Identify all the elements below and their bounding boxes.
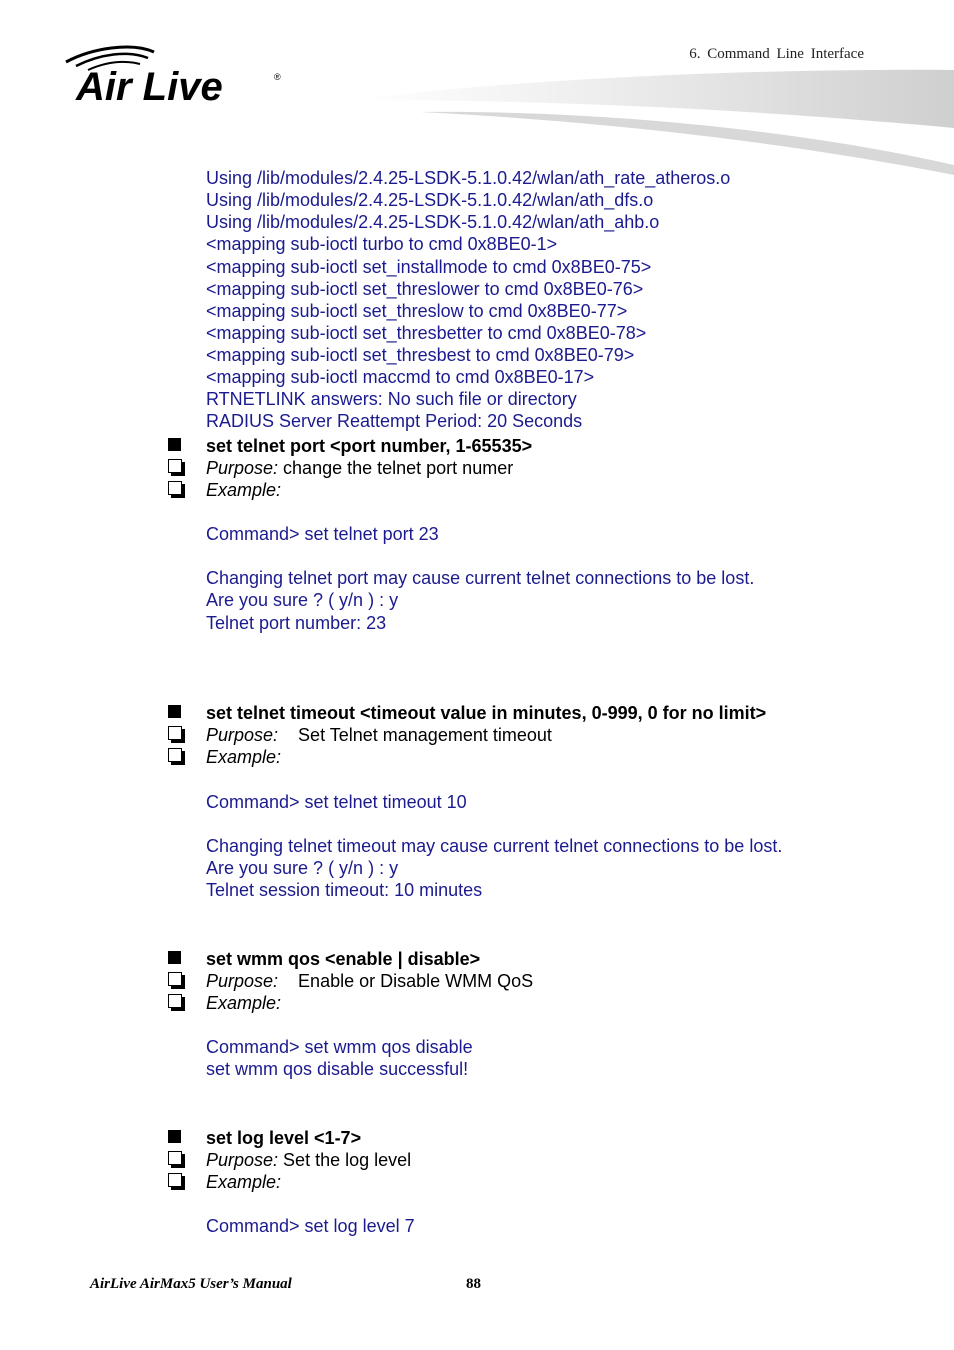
output-line: Using /lib/modules/2.4.25-LSDK-5.1.0.42/wlan/ath_ahb.o (206, 212, 660, 232)
output-line: <mapping sub-ioctl set_thresbetter to cmd 0x8BE0-78> (206, 323, 647, 343)
airlive-logo (62, 40, 292, 110)
purpose-label: Purpose: (206, 971, 279, 991)
purpose-text: Set Telnet management timeout (278, 725, 552, 745)
command-line: Command> set telnet timeout 10 (206, 792, 467, 812)
example-label: Example: (206, 1172, 282, 1192)
checkbox-bullet-icon (168, 748, 182, 762)
output-line: <mapping sub-ioctl set_thresbest to cmd 0x8BE0-79> (206, 345, 635, 365)
command-line: Command> set telnet port 23 (206, 524, 439, 544)
bullet-square-icon (168, 438, 181, 451)
example-label: Example: (206, 747, 282, 767)
purpose-text: Enable or Disable WMM QoS (278, 971, 534, 991)
purpose-line (206, 1149, 411, 1171)
output-line: Using /lib/modules/2.4.25-LSDK-5.1.0.42/wlan/ath_rate_atheros.o (206, 168, 731, 188)
purpose-text: Set the log level (278, 1150, 412, 1170)
checkbox-bullet-icon (168, 972, 182, 986)
section-title: set telnet timeout <timeout value in minutes, 0-999, 0 for no limit> (206, 703, 767, 723)
page-number: 88 (466, 1276, 481, 1292)
output-line: Telnet session timeout: 10 minutes (206, 880, 483, 900)
output-line: <mapping sub-ioctl maccmd to cmd 0x8BE0-17> (206, 367, 595, 387)
output-line: Are you sure ? ( y/n ) : y (206, 590, 399, 610)
chapter-title: 6. Command Line Interface (689, 46, 864, 62)
output-line: set wmm qos disable successful! (206, 1059, 469, 1079)
output-line: Changing telnet port may cause current telnet connections to be lost. (206, 568, 755, 588)
purpose-line (206, 724, 552, 746)
checkbox-bullet-icon (168, 481, 182, 495)
output-line: RTNETLINK answers: No such file or directory (206, 389, 577, 409)
command-line: Command> set log level 7 (206, 1216, 415, 1236)
example-label: Example: (206, 993, 282, 1013)
logo-text: Air Live (76, 65, 223, 109)
output-line: <mapping sub-ioctl set_installmode to cmd 0x8BE0-75> (206, 257, 652, 277)
purpose-label: Purpose: (206, 1150, 279, 1170)
purpose-line (206, 457, 513, 479)
output-line: Using /lib/modules/2.4.25-LSDK-5.1.0.42/wlan/ath_dfs.o (206, 190, 654, 210)
checkbox-bullet-icon (168, 459, 182, 473)
command-line: Command> set wmm qos disable (206, 1037, 473, 1057)
purpose-label: Purpose: (206, 458, 279, 478)
bullet-square-icon (168, 951, 181, 964)
svg-text:®: ® (274, 72, 281, 82)
output-line: Telnet port number: 23 (206, 613, 387, 633)
output-line: Are you sure ? ( y/n ) : y (206, 858, 399, 878)
output-line: <mapping sub-ioctl set_threslower to cmd 0x8BE0-76> (206, 279, 644, 299)
purpose-text: change the telnet port numer (278, 458, 514, 478)
section-title: set telnet port <port number, 1-65535> (206, 436, 533, 456)
section-title: set wmm qos <enable | disable> (206, 949, 481, 969)
example-label: Example: (206, 480, 282, 500)
output-line: <mapping sub-ioctl turbo to cmd 0x8BE0-1> (206, 234, 558, 254)
section-title: set log level <1-7> (206, 1128, 362, 1148)
checkbox-bullet-icon (168, 1173, 182, 1187)
purpose-line (206, 970, 533, 992)
checkbox-bullet-icon (168, 1151, 182, 1165)
bullet-square-icon (168, 705, 181, 718)
checkbox-bullet-icon (168, 726, 182, 740)
output-line: Changing telnet timeout may cause current telnet connections to be lost. (206, 836, 783, 856)
bullet-square-icon (168, 1130, 181, 1143)
checkbox-bullet-icon (168, 994, 182, 1008)
purpose-label: Purpose: (206, 725, 279, 745)
output-line: <mapping sub-ioctl set_threslow to cmd 0x8BE0-77> (206, 301, 628, 321)
output-line: RADIUS Server Reattempt Period: 20 Seconds (206, 411, 583, 431)
footer-manual-title: AirLive AirMax5 User’s Manual (90, 1276, 292, 1292)
